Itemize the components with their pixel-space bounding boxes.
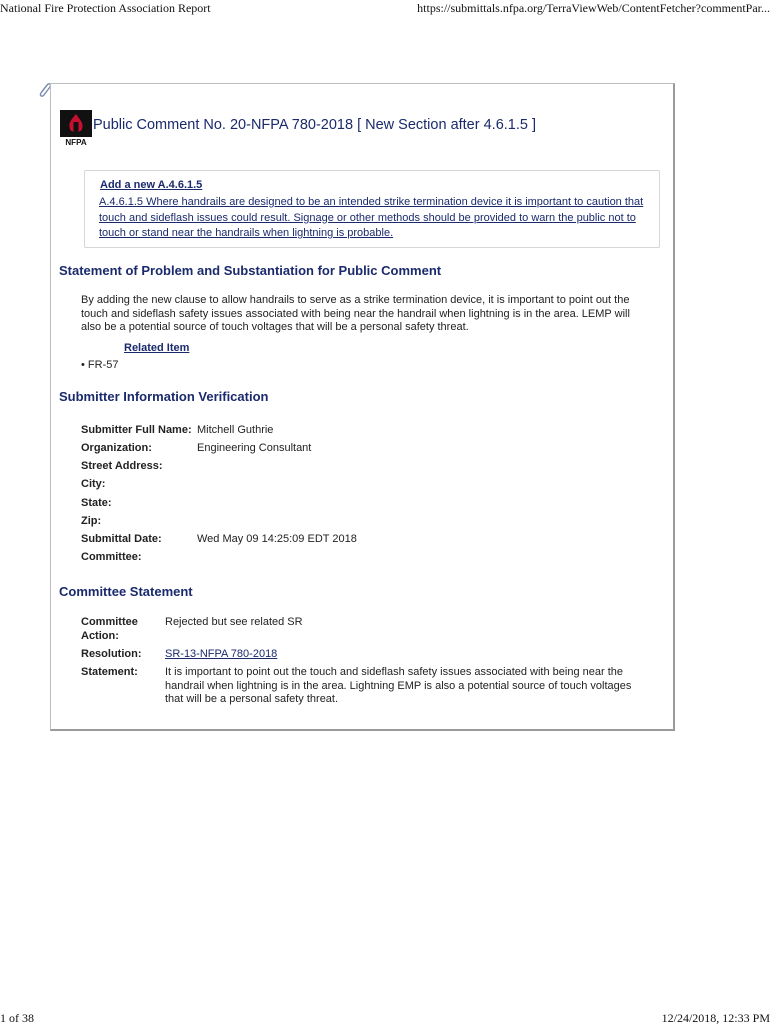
field-value-submitter-name: Mitchell Guthrie bbox=[197, 424, 274, 436]
committee-action-label: Committee Action: bbox=[81, 616, 138, 642]
print-footer-page: 1 of 38 bbox=[0, 1011, 34, 1025]
field-value-organization: Engineering Consultant bbox=[197, 442, 312, 454]
field-label-organization: Organization: bbox=[81, 442, 152, 454]
related-item-heading: Related Item bbox=[124, 342, 190, 354]
field-label-street-address: Street Address: bbox=[81, 460, 163, 472]
committee-statement-heading: Committee Statement bbox=[59, 584, 193, 599]
amendment-text: A.4.6.1.5 Where handrails are designed to be an intended strike termination device it is important to caution that touch and sideflash issues could result. Signage or other methods should be provided to warn the public not to touch or stand near the handrails when lightning is probable. bbox=[99, 196, 644, 239]
logo-text: NFPA bbox=[65, 138, 87, 146]
field-label-state: State: bbox=[81, 497, 112, 509]
related-item[interactable]: • FR-57 bbox=[81, 359, 119, 371]
substantiation-text: By adding the new clause to allow handrails to serve as a strike termination device, it is important to point out the touch and sideflash safety issues associated with being near the handrail when lightning is in the area. LEMP will also be a potential source of touch voltages that will be a personal safety threat. bbox=[81, 294, 630, 333]
amendment-box bbox=[84, 170, 660, 248]
print-header-url: https://submittals.nfpa.org/TerraViewWeb/ContentFetcher?commentPar... bbox=[417, 1, 770, 15]
committee-action-value: Rejected but see related SR bbox=[165, 616, 303, 628]
resolution-link[interactable]: SR-13-NFPA 780-2018 bbox=[165, 648, 278, 660]
field-label-zip: Zip: bbox=[81, 515, 102, 527]
resolution-label: Resolution: bbox=[81, 648, 142, 660]
submitter-heading: Submitter Information Verification bbox=[59, 389, 269, 404]
substantiation-heading: Statement of Problem and Substantiation for Public Comment bbox=[59, 263, 442, 278]
field-label-submittal-date: Submittal Date: bbox=[81, 533, 162, 545]
amendment-heading: Add a new A.4.6.1.5 bbox=[100, 179, 203, 191]
print-footer-date: 12/24/2018, 12:33 PM bbox=[661, 1011, 770, 1025]
field-label-city: City: bbox=[81, 478, 106, 490]
nfpa-logo bbox=[59, 110, 93, 146]
public-comment-panel bbox=[50, 83, 675, 731]
statement-label: Statement: bbox=[81, 666, 138, 678]
page-title: Public Comment No. 20-NFPA 780-2018 [ New Section after 4.6.1.5 ] bbox=[93, 117, 537, 133]
field-label-submitter-name: Submitter Full Name: bbox=[81, 424, 192, 436]
statement-text: It is important to point out the touch and sideflash safety issues associated with being near the handrail when lightning is in the area. Lightning EMP is also a potential source of touch voltages that will be a personal safety threat. bbox=[165, 666, 632, 705]
field-value-submittal-date: Wed May 09 14:25:09 EDT 2018 bbox=[197, 533, 357, 545]
print-header-left: National Fire Protection Association Report bbox=[0, 1, 211, 15]
field-label-committee: Committee: bbox=[81, 551, 142, 563]
